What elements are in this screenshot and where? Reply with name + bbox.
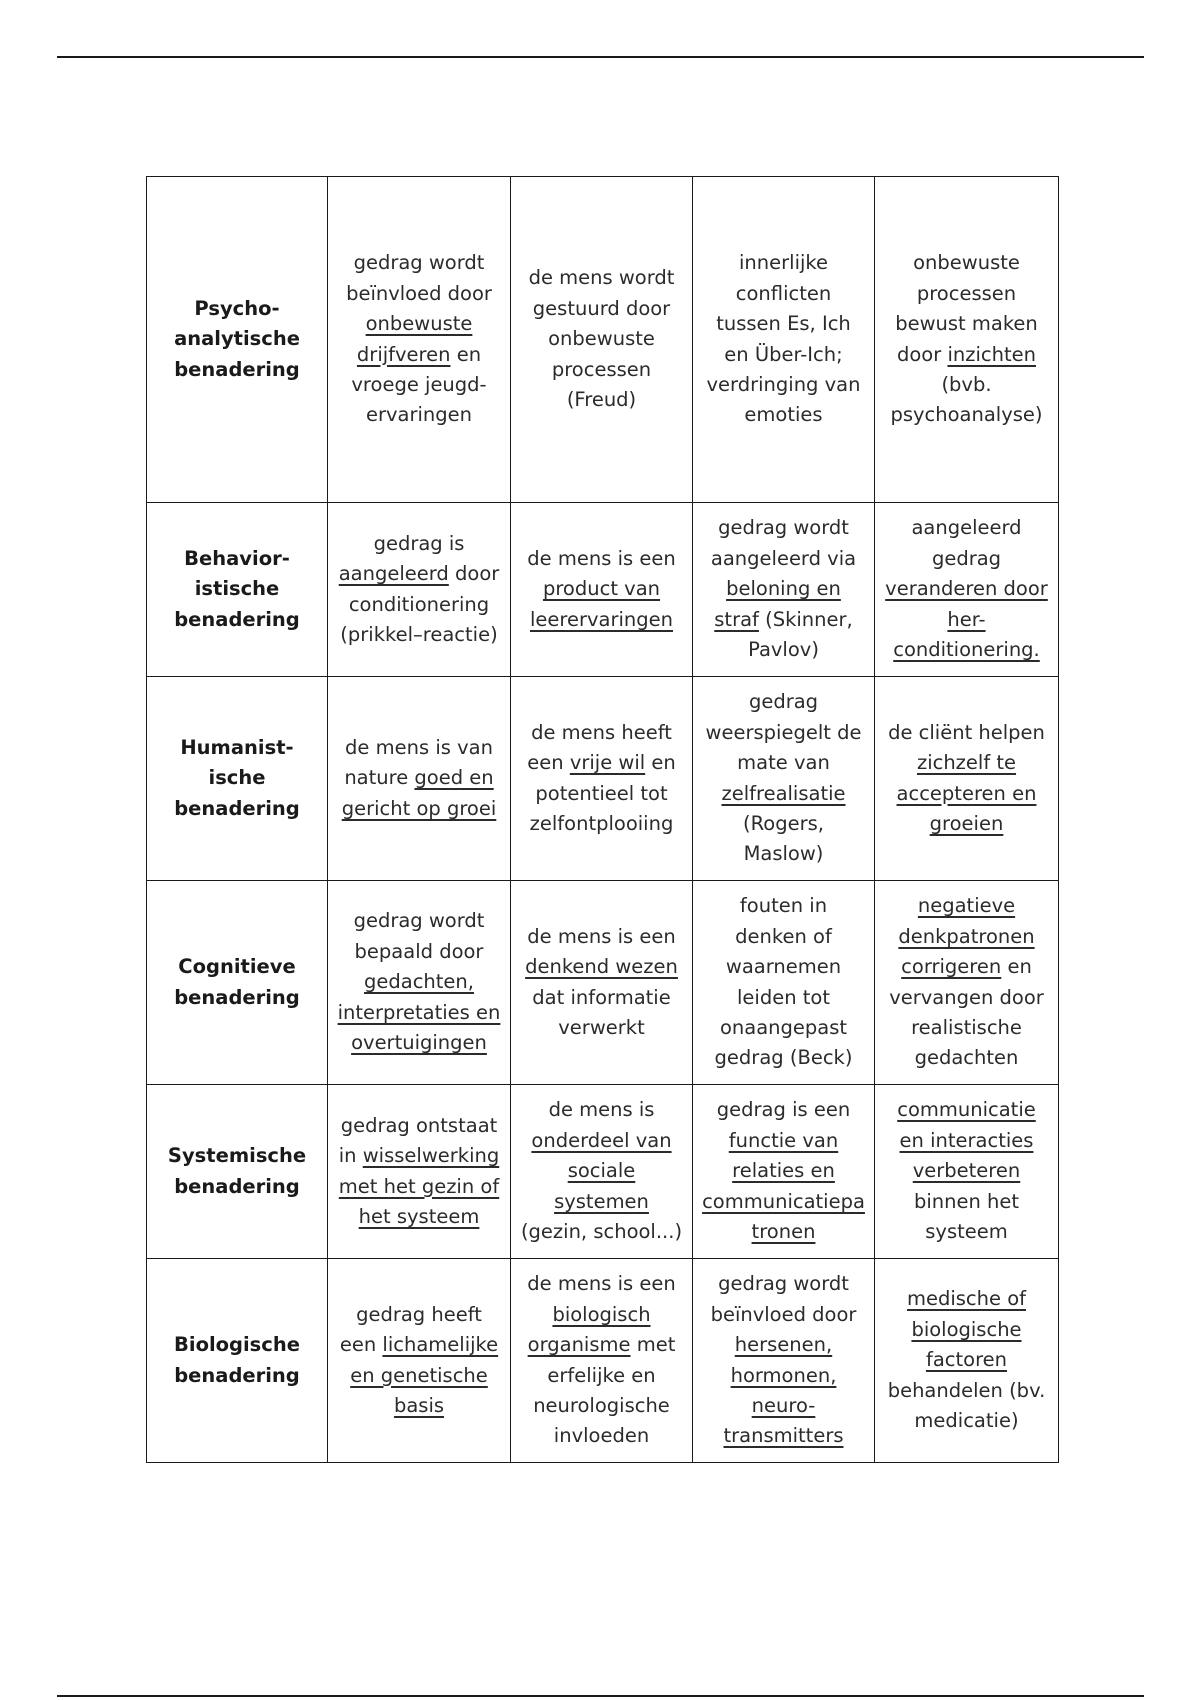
table-row-systemic bbox=[147, 1085, 1059, 1259]
table-cell bbox=[693, 503, 875, 677]
row-heading bbox=[147, 881, 328, 1085]
cell-text: negatieve denkpatronen corrigeren en vervangen door realistische gedachten bbox=[889, 894, 1044, 1070]
underlined-text: hersenen, hormonen, neuro-transmitters bbox=[723, 1333, 844, 1448]
table-row-humanistic bbox=[147, 677, 1059, 881]
underlined-text: aangeleerd bbox=[338, 562, 449, 586]
underlined-text: zelfrealisatie bbox=[721, 781, 846, 805]
cell-text: de mens is een product van leerervaringen bbox=[527, 546, 676, 631]
table-cell bbox=[511, 503, 693, 677]
cell-text: gedrag is een functie van relaties en communicatiepatronen bbox=[702, 1098, 865, 1244]
cell-text: gedrag weerspiegelt de mate van zelfrealisatie (Rogers, Maslow) bbox=[705, 690, 862, 866]
table-cell bbox=[875, 677, 1059, 881]
cell-text: innerlijke conflicten tussen Es, Ich en Über-Ich; verdringing van emoties bbox=[706, 251, 861, 427]
cell-text: de mens heeft een vrije wil en potentieel tot zelfontplooiing bbox=[527, 720, 676, 835]
table-cell bbox=[693, 177, 875, 503]
table-cell bbox=[693, 677, 875, 881]
cell-text: gedrag ontstaat in wisselwerking met het gezin of het systeem bbox=[338, 1113, 500, 1228]
cell-text: aangeleerd gedrag veranderen door her-conditionering. bbox=[885, 516, 1048, 662]
row-heading-text: Behavior- istische benadering bbox=[174, 546, 300, 631]
table-row-cognitive bbox=[147, 881, 1059, 1085]
cell-text: fouten in denken of waarnemen leiden tot onaangepast gedrag (Beck) bbox=[714, 894, 853, 1070]
underlined-text: onderdeel van sociale systemen bbox=[531, 1128, 672, 1213]
underlined-text: goed en gericht op groei bbox=[341, 766, 497, 820]
row-heading bbox=[147, 503, 328, 677]
cell-text: gedrag heeft een lichamelijke en genetische basis bbox=[339, 1302, 499, 1417]
cell-text: gedrag wordt beïnvloed door onbewuste drijfveren en vroege jeugd-ervaringen bbox=[346, 251, 492, 427]
table-cell bbox=[328, 1085, 511, 1259]
cell-text: de mens is van nature goed en gericht op groei bbox=[341, 735, 497, 820]
underlined-text: denkend wezen bbox=[525, 955, 678, 979]
cell-text: gedrag is aangeleerd door conditionering (prikkel–reactie) bbox=[338, 531, 500, 646]
table-cell bbox=[328, 1259, 511, 1463]
table-row-biological bbox=[147, 1259, 1059, 1463]
table-cell bbox=[328, 881, 511, 1085]
cell-text: gedrag wordt beïnvloed door hersenen, hormonen, neuro-transmitters bbox=[710, 1272, 857, 1448]
underlined-text: communicatie en interacties verbeteren bbox=[897, 1098, 1036, 1183]
cell-text: de mens is een biologisch organisme met erfelijke en neurologische invloeden bbox=[527, 1272, 676, 1448]
row-heading bbox=[147, 1259, 328, 1463]
cell-text: gedrag wordt aangeleerd via beloning en straf (Skinner, Pavlov) bbox=[710, 516, 857, 662]
cell-text: onbewuste processen bewust maken door inzichten (bvb. psychoanalyse) bbox=[890, 251, 1043, 427]
cell-text: de cliënt helpen zichzelf te accepteren en groeien bbox=[888, 720, 1045, 835]
table-cell bbox=[693, 1259, 875, 1463]
cell-text: communicatie en interacties verbeteren binnen het systeem bbox=[897, 1098, 1036, 1244]
table-cell bbox=[875, 881, 1059, 1085]
underlined-text: inzichten bbox=[947, 342, 1036, 366]
underlined-text: functie van relaties en communicatiepatronen bbox=[702, 1128, 865, 1244]
row-heading bbox=[147, 177, 328, 503]
table-cell bbox=[511, 881, 693, 1085]
table-cell bbox=[875, 1085, 1059, 1259]
underlined-text: product van leerervaringen bbox=[529, 577, 674, 631]
table-cell bbox=[511, 1259, 693, 1463]
cell-text: medische of biologische factoren behandelen (bv. medicatie) bbox=[887, 1287, 1046, 1433]
underlined-text: biologisch organisme bbox=[527, 1302, 651, 1357]
cell-text: de mens is een denkend wezen dat informatie verwerkt bbox=[525, 924, 678, 1039]
table-cell bbox=[511, 1085, 693, 1259]
table-cell bbox=[328, 177, 511, 503]
table-cell bbox=[328, 503, 511, 677]
underlined-text: wisselwerking met het gezin of het systeem bbox=[338, 1144, 500, 1228]
underlined-text: medische of biologische factoren bbox=[906, 1287, 1027, 1372]
table-cell bbox=[511, 677, 693, 881]
table-cell bbox=[511, 177, 693, 503]
underlined-text: gedachten, interpretaties en overtuigingen bbox=[337, 970, 501, 1055]
cell-text: de mens is onderdeel van sociale systemen (gezin, school...) bbox=[520, 1098, 683, 1244]
table-cell bbox=[875, 177, 1059, 503]
underlined-text: negatieve denkpatronen corrigeren bbox=[898, 894, 1035, 979]
approaches-table bbox=[146, 176, 1059, 1463]
table-cell bbox=[875, 503, 1059, 677]
row-heading-text: Humanist- ische benadering bbox=[174, 735, 300, 820]
top-rule bbox=[57, 56, 1144, 58]
table-cell bbox=[693, 1085, 875, 1259]
row-heading-text: Psycho- analytische benadering bbox=[174, 296, 300, 381]
cell-text: de mens wordt gestuurd door onbewuste processen (Freud) bbox=[528, 266, 675, 412]
underlined-text: onbewuste drijfveren bbox=[356, 312, 473, 366]
underlined-text: zichzelf te accepteren en groeien bbox=[896, 751, 1037, 835]
underlined-text: veranderen door her-conditionering. bbox=[885, 577, 1048, 662]
underlined-text: lichamelijke en genetische basis bbox=[350, 1333, 499, 1417]
underlined-text: beloning en straf bbox=[714, 577, 841, 631]
row-heading bbox=[147, 677, 328, 881]
table-cell bbox=[875, 1259, 1059, 1463]
row-heading-text: Systemische benadering bbox=[167, 1144, 307, 1198]
row-heading-text: Biologische benadering bbox=[174, 1333, 300, 1387]
row-heading-text: Cognitieve benadering bbox=[174, 955, 300, 1009]
bottom-rule bbox=[57, 1695, 1144, 1697]
table-row-psychoanalytic bbox=[147, 177, 1059, 503]
table-row-behaviorist bbox=[147, 503, 1059, 677]
row-heading bbox=[147, 1085, 328, 1259]
underlined-text: vrije wil bbox=[569, 751, 646, 775]
table-cell bbox=[328, 677, 511, 881]
cell-text: gedrag wordt bepaald door gedachten, interpretaties en overtuigingen bbox=[337, 909, 501, 1055]
table-cell bbox=[693, 881, 875, 1085]
